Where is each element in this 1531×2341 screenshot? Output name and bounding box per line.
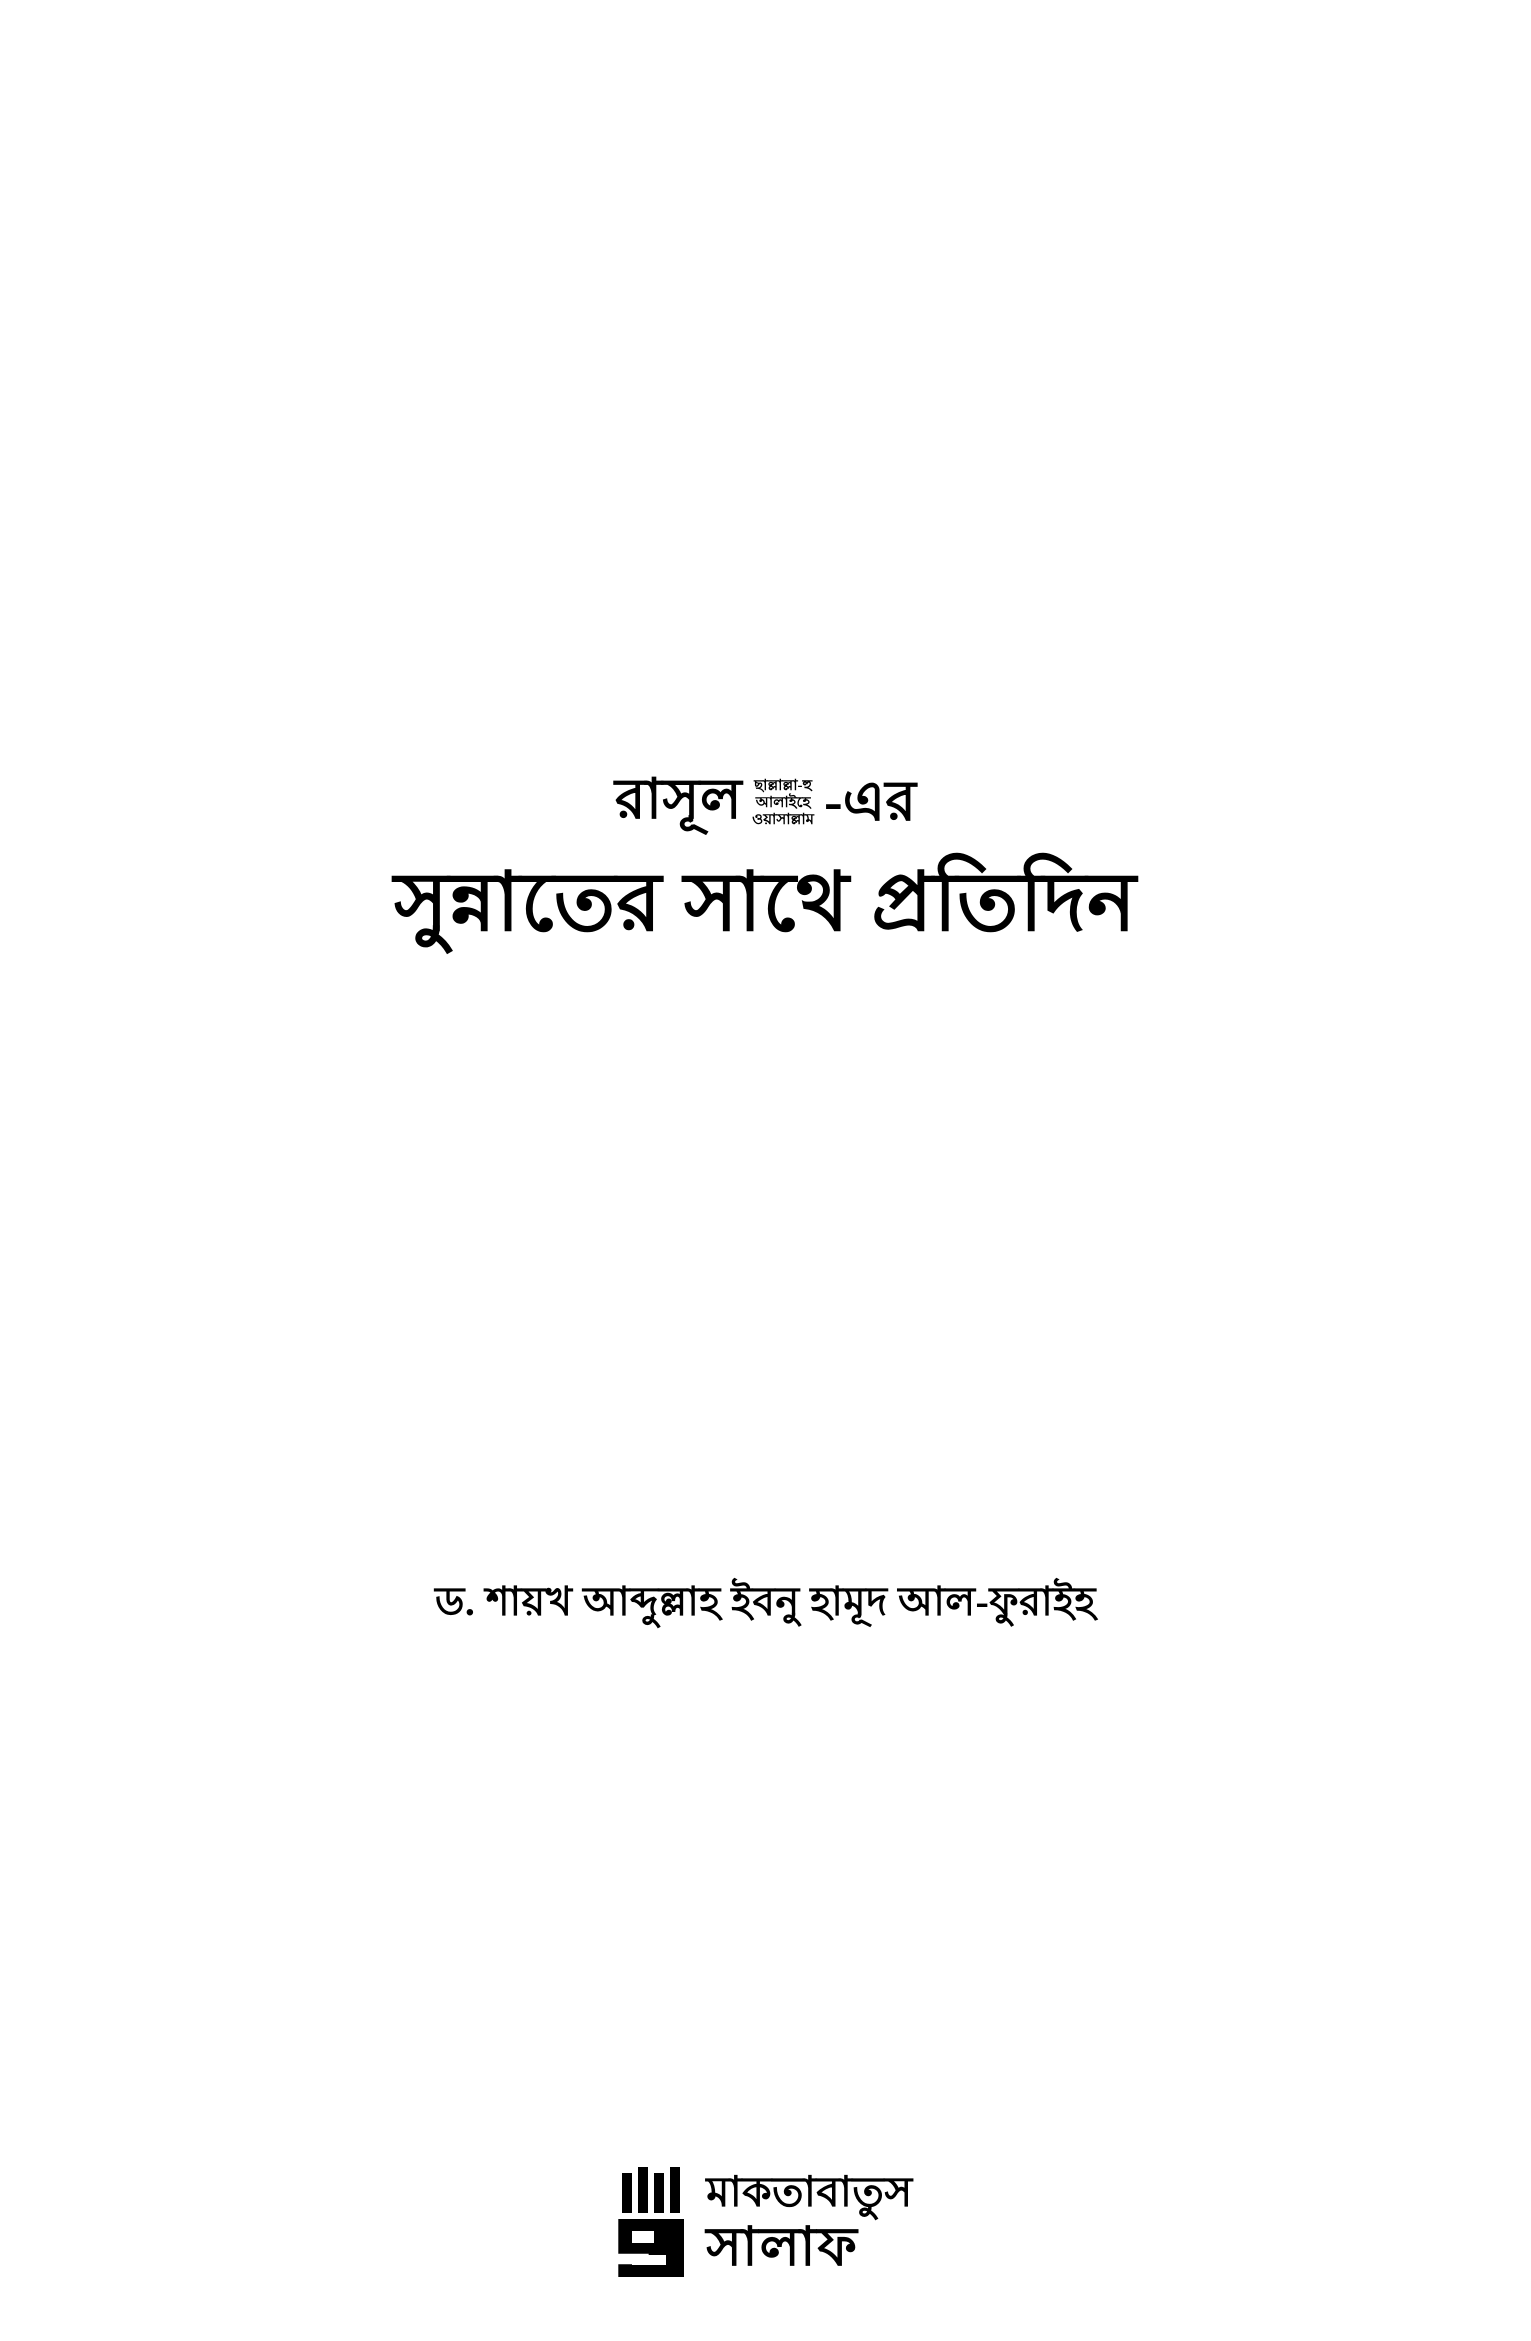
honorific-line-2: আলাইহে [755, 794, 811, 811]
author-name: ড. শায়খ আব্দুল্লাহ ইবনু হামূদ আল-ফুরাইহ [434, 1579, 1097, 1624]
honorific-line-1: ছাল্লাল্লা-হু [754, 778, 813, 794]
publisher-block [0, 2167, 1531, 2279]
honorific-line-3: ওয়াসাল্লাম [752, 811, 815, 828]
title-line-two: সুন্নাতের সাথে প্রতিদিন [393, 856, 1137, 948]
title-block [0, 770, 1531, 950]
publisher-name-line-2: সালাফ [706, 2217, 859, 2277]
title-line-one [0, 770, 1531, 834]
honorific-salutation [752, 770, 814, 828]
publisher-name-line-1: মাকতাবাতুস [706, 2170, 913, 2216]
title-possessive-suffix: -এর [824, 771, 917, 833]
publisher-name [706, 2170, 913, 2277]
publisher-logo-icon [618, 2167, 692, 2279]
title-main-word: রাসূল [614, 769, 743, 831]
